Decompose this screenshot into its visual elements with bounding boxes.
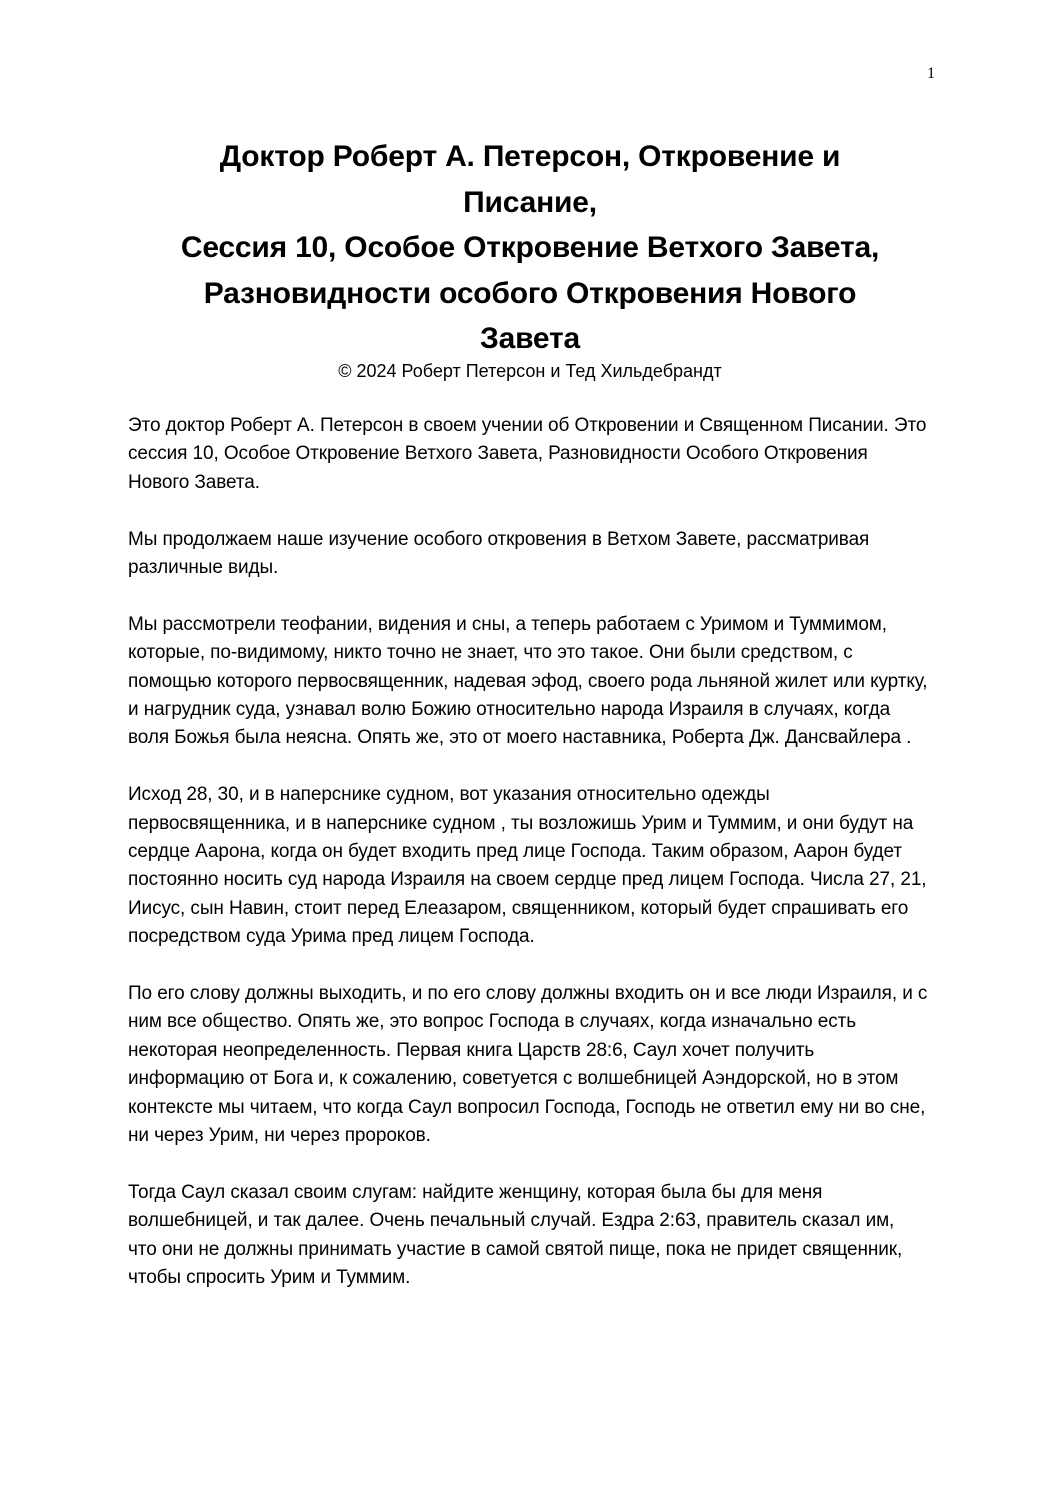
body-paragraph: Мы продолжаем наше изучение особого откровения в Ветхом Завете, рассматривая различные виды. <box>128 528 870 579</box>
title-line: Доктор Роберт А. Петерсон, Откровение и <box>219 140 841 173</box>
copyright-notice: © 2024 Роберт Петерсон и Тед Хильдебрандт <box>338 360 722 381</box>
body-paragraph: По его слову должны выходить, и по его слову должны входить он и все люди Израиля, и с ним все общество. Опять же, это вопрос Господа в случаях, когда изначально есть некоторая неопределенность. Первая книга Царств 28:6, Саул хочет получить информацию от Бога и, к сожалению, советуется с волшебницей Аэндорской, но в этом контексте мы читаем, что когда Саул вопросил Господа, Господь не ответил ему ни во сне, ни через Урим, ни через пророков. <box>128 983 928 1147</box>
document-header <box>130 134 930 383</box>
body-paragraph: Это доктор Роберт А. Петерсон в своем учении об Откровении и Священном Писании. Это сессия 10, Особое Откровение Ветхого Завета, Разновидности Особого Откровения Нового Завета. <box>128 415 927 493</box>
document-title <box>130 134 930 362</box>
body-paragraph: Тогда Саул сказал своим слугам: найдите женщину, которая была бы для меня волшебницей, и так далее. Очень печальный случай. Ездра 2:63, правитель сказал им, что они не должны принимать участие в самой святой пище, пока не придет священник, чтобы спросить Урим и Туммим. <box>128 1181 903 1289</box>
body-paragraph: Мы рассмотрели теофании, видения и сны, а теперь работаем с Уримом и Туммимом, которые, по-видимому, никто точно не знает, что это такое. Они были средством, с помощью которого первосвященник, надевая эфод, своего рода льняной жилет или куртку, и нагрудник суда, узнавал волю Божию относительно народа Израиля в случаях, когда воля Божья была неясна. Опять же, это от моего наставника, Роберта Дж. Дансвайлера . <box>128 613 928 749</box>
document-body <box>128 412 928 1321</box>
title-line: Завета <box>480 322 580 355</box>
title-line: Сессия 10, Особое Откровение Ветхого Завета, <box>180 231 880 264</box>
page-number: 1 <box>927 65 935 82</box>
body-paragraph: Исход 28, 30, и в наперснике судном, вот указания относительно одежды первосвященника, и в наперснике судном , ты возложишь Урим и Туммим, и они будут на сердце Аарона, когда он будет входить пред лице Господа. Таким образом, Аарон будет постоянно носить суд народа Израиля на своем сердце пред лицем Господа. Числа 27, 21, Иисус, сын Навин, стоит перед Елеазаром, священником, который будет спрашивать его посредством суда Урима пред лицем Господа. <box>128 784 927 948</box>
title-line: Писание, <box>463 185 597 219</box>
title-line: Разновидности особого Откровения Нового <box>203 276 857 310</box>
